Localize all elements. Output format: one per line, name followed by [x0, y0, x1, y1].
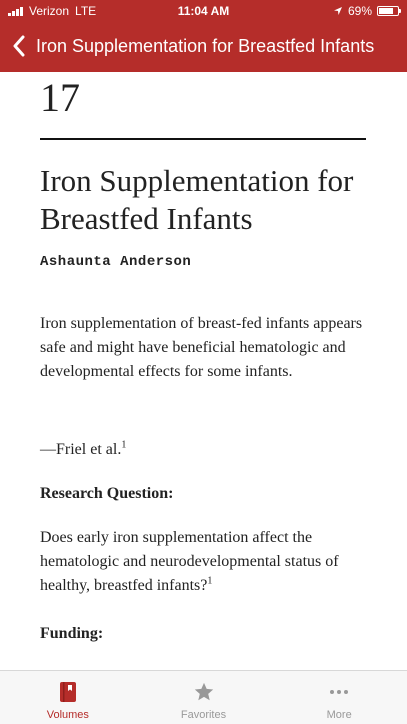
- research-question-text: Does early iron supplementation affect the hematologic and neurodevelopmental status of healthy, breastfed infants?: [40, 529, 339, 594]
- tab-volumes[interactable]: [0, 671, 136, 724]
- epigraph-quote: Iron supplementation of breast-fed infants appears safe and might have beneficial hematologic and developmental effects for some infants.: [40, 315, 363, 380]
- battery-percent: 69%: [347, 4, 372, 18]
- location-arrow-icon: [333, 6, 343, 16]
- book-icon: [58, 681, 78, 703]
- carrier-name: Verizon: [29, 4, 70, 18]
- tab-label: More: [326, 709, 352, 721]
- chapter-number: 17: [40, 75, 80, 120]
- research-question-body: [40, 526, 370, 598]
- status-bar: [0, 0, 407, 22]
- attribution-text: —Friel et al.: [40, 441, 122, 458]
- chevron-left-icon: [12, 35, 26, 57]
- section-heading-funding: Funding:: [40, 625, 104, 642]
- battery-icon: [377, 6, 399, 16]
- tab-favorites[interactable]: [136, 671, 272, 724]
- tab-bar: [0, 670, 407, 724]
- star-icon: [193, 681, 215, 703]
- footnote-ref[interactable]: 1: [207, 575, 213, 587]
- nav-title: Iron Supplementation for Breastfed Infants: [36, 35, 375, 56]
- more-dots-icon: [328, 681, 350, 703]
- clock: 11:04 AM: [177, 4, 230, 18]
- article-content[interactable]: [0, 72, 407, 670]
- back-button[interactable]: [6, 26, 32, 66]
- section-heading-research-question: Research Question:: [40, 485, 174, 502]
- chapter-title: Iron Supplementation for Breastfed Infants: [40, 163, 354, 236]
- app-header: [0, 0, 407, 72]
- tab-label: Volumes: [46, 709, 89, 721]
- epigraph-attribution: [40, 438, 370, 462]
- tab-label: Favorites: [180, 709, 227, 721]
- divider: [40, 138, 366, 140]
- footnote-ref[interactable]: 1: [121, 439, 127, 451]
- network-type: LTE: [75, 4, 97, 18]
- nav-bar: [0, 26, 407, 66]
- author-name: Ashaunta Anderson: [40, 254, 192, 270]
- tab-more[interactable]: [271, 671, 407, 724]
